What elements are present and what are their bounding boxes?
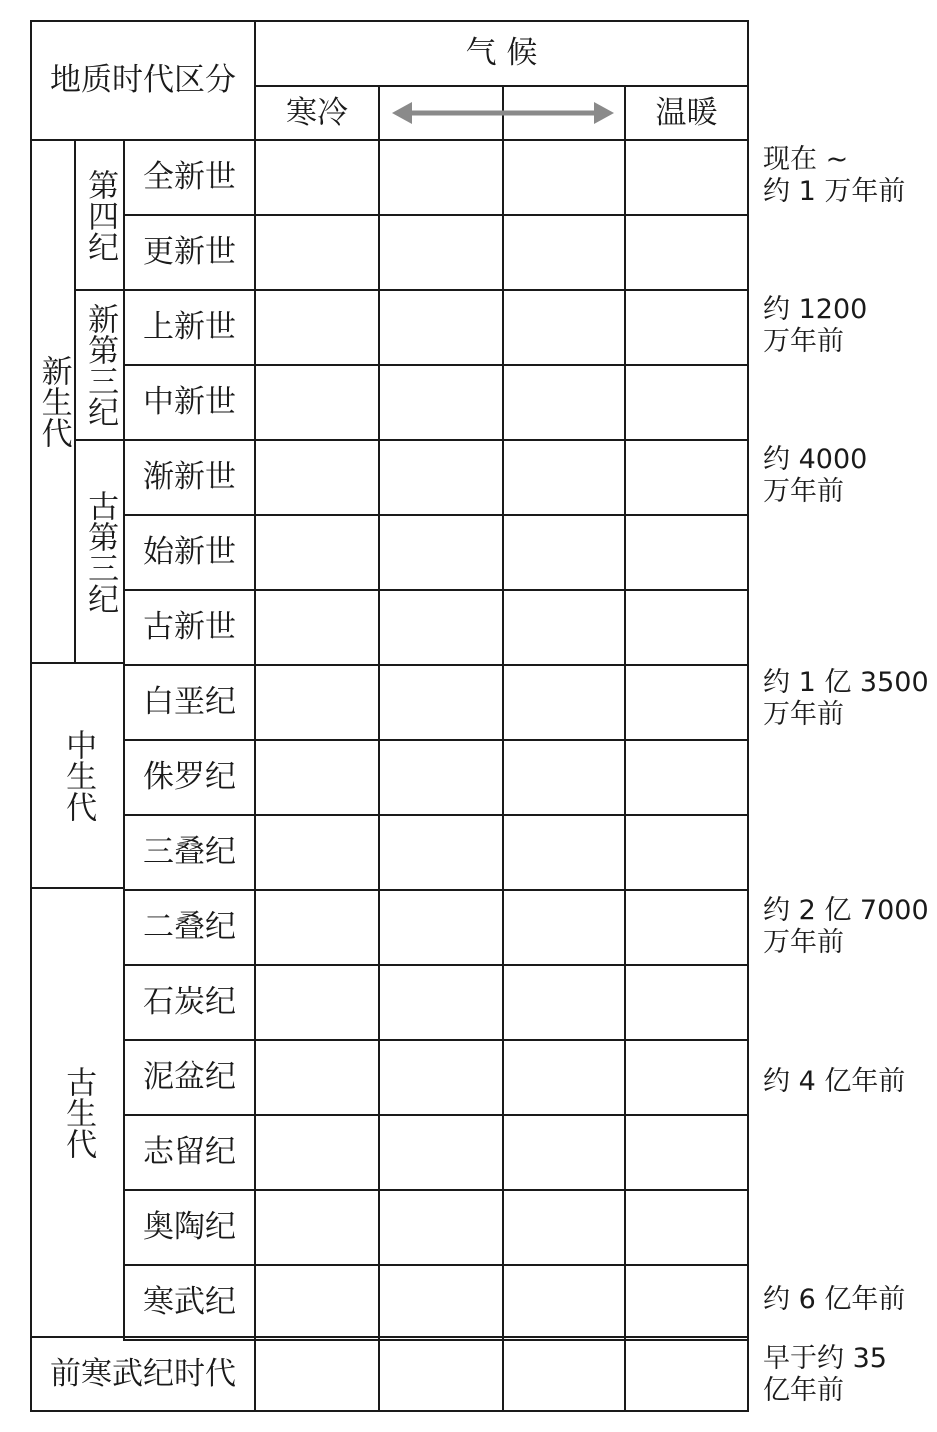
climate-cell xyxy=(502,439,626,516)
climate-cell xyxy=(502,1114,626,1191)
climate-cell xyxy=(378,664,504,741)
climate-cell xyxy=(624,1114,749,1191)
header-warm-label: 温暖 xyxy=(655,94,718,131)
climate-cell xyxy=(624,964,749,1041)
climate-cell xyxy=(254,214,380,291)
climate-cell xyxy=(254,589,380,666)
climate-cell xyxy=(624,814,749,891)
time-note-cretaceous: 约 1 亿 3500 万年前 xyxy=(763,667,929,731)
time-note-oligocene: 约 4000 万年前 xyxy=(763,444,868,508)
climate-cell xyxy=(502,1336,626,1412)
climate-cell xyxy=(378,1039,504,1116)
climate-cell xyxy=(502,1264,626,1341)
period-paleogene-label: 古第三纪 xyxy=(82,489,119,614)
epoch-label: 奥陶纪 xyxy=(143,1209,236,1245)
header-division-label: 地质时代区分 xyxy=(50,62,236,98)
epoch-label: 侏罗纪 xyxy=(143,759,236,795)
climate-cell xyxy=(624,889,749,966)
climate-cell xyxy=(378,1189,504,1266)
era-cenozoic-label: 新生代 xyxy=(35,355,72,448)
climate-cell xyxy=(254,439,380,516)
time-note-precambrian: 早于约 35 亿年前 xyxy=(763,1343,887,1407)
climate-cell xyxy=(378,214,504,291)
climate-cell xyxy=(254,964,380,1041)
climate-cell xyxy=(624,139,749,216)
epoch-label: 始新世 xyxy=(143,534,236,570)
climate-cell xyxy=(378,139,504,216)
climate-cell xyxy=(378,589,504,666)
climate-cell xyxy=(378,1114,504,1191)
header-cold-label: 寒冷 xyxy=(286,94,348,131)
era-mesozoic-label: 中生代 xyxy=(60,729,97,822)
climate-cell xyxy=(254,139,380,216)
climate-cell xyxy=(378,289,504,366)
climate-cell xyxy=(502,289,626,366)
time-note-devonian: 约 4 亿年前 xyxy=(763,1066,906,1097)
climate-cell xyxy=(254,514,380,591)
climate-cell xyxy=(378,889,504,966)
epoch-label: 渐新世 xyxy=(143,459,236,495)
time-note-cambrian: 约 6 亿年前 xyxy=(763,1284,906,1315)
climate-cell xyxy=(254,889,380,966)
climate-cell xyxy=(624,514,749,591)
climate-cell xyxy=(502,664,626,741)
double-arrow-icon xyxy=(392,98,614,128)
climate-cell xyxy=(254,1336,380,1412)
climate-cell xyxy=(502,814,626,891)
climate-cell xyxy=(378,814,504,891)
climate-cell xyxy=(624,589,749,666)
climate-cell xyxy=(254,814,380,891)
climate-cell xyxy=(254,1189,380,1266)
climate-cell xyxy=(502,1189,626,1266)
epoch-label: 三叠纪 xyxy=(143,834,236,870)
climate-cell xyxy=(378,1264,504,1341)
time-note-pliocene: 约 1200 万年前 xyxy=(763,294,868,358)
climate-cell xyxy=(624,1189,749,1266)
period-neogene-label: 新第三纪 xyxy=(82,303,119,427)
time-note-permian: 约 2 亿 7000 万年前 xyxy=(763,895,929,959)
climate-cell xyxy=(254,289,380,366)
climate-cell xyxy=(624,1264,749,1341)
climate-cell xyxy=(502,139,626,216)
climate-cell xyxy=(624,1039,749,1116)
climate-cell xyxy=(378,439,504,516)
epoch-label: 寒武纪 xyxy=(143,1284,236,1320)
climate-cell xyxy=(624,289,749,366)
climate-cell xyxy=(502,889,626,966)
era-precambrian-label: 前寒武纪时代 xyxy=(50,1355,236,1392)
climate-cell xyxy=(254,1039,380,1116)
climate-cell xyxy=(624,664,749,741)
epoch-label: 泥盆纪 xyxy=(143,1059,236,1095)
climate-cell xyxy=(624,439,749,516)
epoch-label: 中新世 xyxy=(143,384,236,420)
epoch-label: 更新世 xyxy=(143,234,236,270)
climate-cell xyxy=(254,739,380,816)
climate-cell xyxy=(502,364,626,441)
header-climate-label: 气 候 xyxy=(465,35,538,71)
climate-cell xyxy=(624,739,749,816)
climate-cell xyxy=(254,364,380,441)
time-note-holocene: 现在 ~ 约 1 万年前 xyxy=(763,144,906,208)
climate-cell xyxy=(254,1114,380,1191)
climate-cell xyxy=(378,739,504,816)
epoch-label: 志留纪 xyxy=(143,1134,236,1170)
period-quaternary-label: 第四纪 xyxy=(82,168,119,262)
epoch-label: 上新世 xyxy=(143,309,236,345)
climate-cell xyxy=(378,964,504,1041)
climate-cell xyxy=(378,364,504,441)
climate-cell xyxy=(624,1336,749,1412)
epoch-label: 二叠纪 xyxy=(143,909,236,945)
climate-cell xyxy=(378,1336,504,1412)
era-paleozoic-label: 古生代 xyxy=(60,1066,97,1159)
epoch-label: 全新世 xyxy=(143,159,236,195)
climate-cell xyxy=(502,514,626,591)
climate-cell xyxy=(502,214,626,291)
climate-cell xyxy=(624,364,749,441)
climate-cell xyxy=(254,1264,380,1341)
climate-cell xyxy=(502,964,626,1041)
epoch-label: 石炭纪 xyxy=(143,984,236,1020)
climate-cell xyxy=(502,1039,626,1116)
climate-cell xyxy=(502,739,626,816)
climate-cell xyxy=(502,589,626,666)
epoch-label: 古新世 xyxy=(143,609,236,645)
epoch-label: 白垩纪 xyxy=(143,684,236,720)
climate-cell xyxy=(378,514,504,591)
climate-cell xyxy=(254,664,380,741)
climate-cell xyxy=(624,214,749,291)
